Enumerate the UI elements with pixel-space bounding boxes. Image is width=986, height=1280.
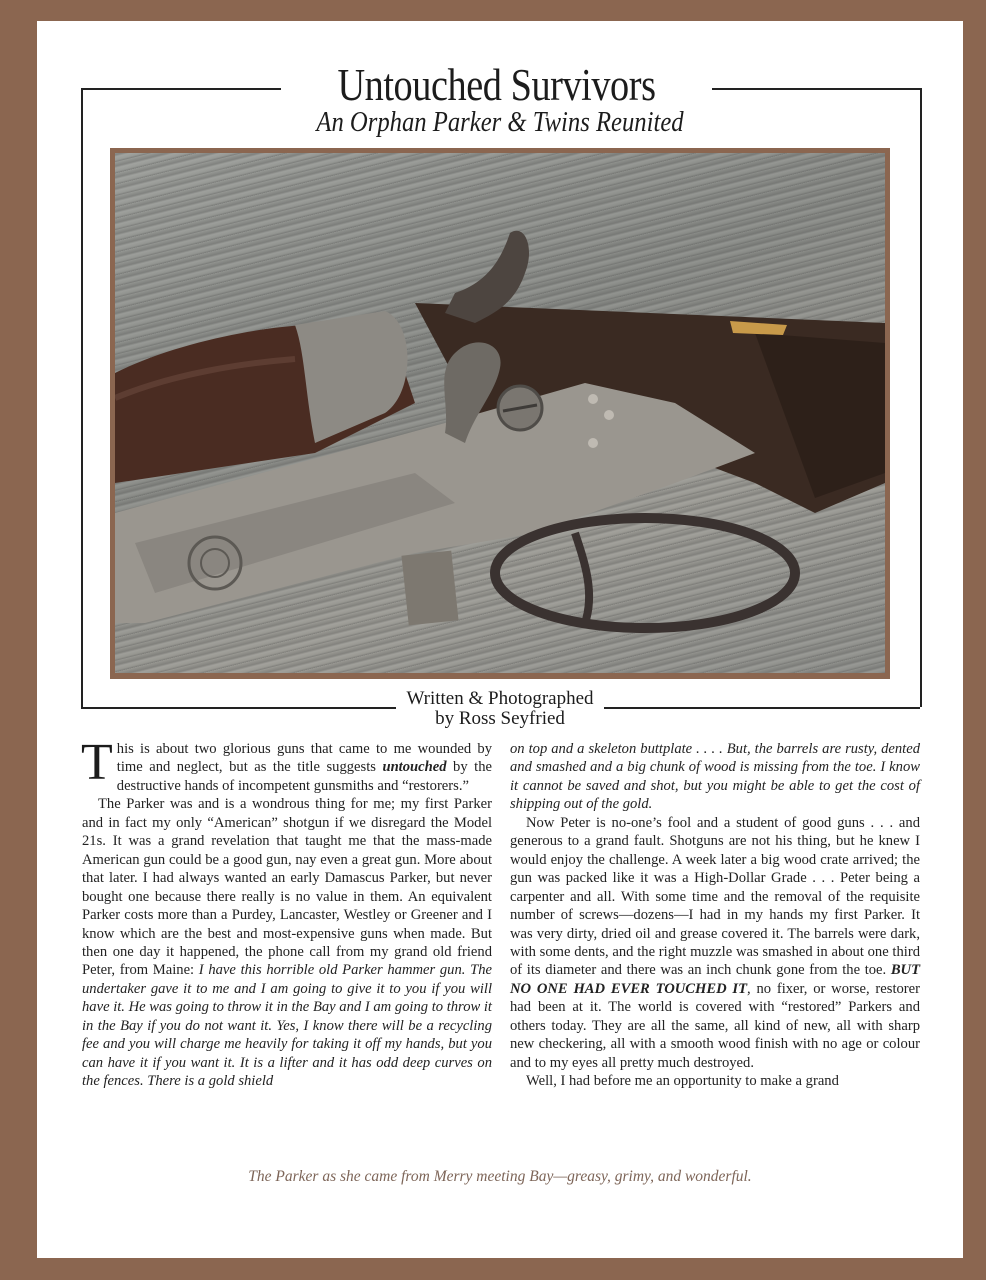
frame-rule-top-left <box>81 88 281 90</box>
shotgun-photo <box>115 153 885 673</box>
frame-rule-bottom-left <box>81 707 396 709</box>
paragraph-opportunity: Well, I had before me an opportunity to make a grand <box>526 1073 839 1090</box>
shotgun-illustration <box>115 153 885 673</box>
frame-rule-bottom-right <box>604 707 920 709</box>
frame-rule-top-right <box>712 88 920 90</box>
byline-author: by Ross Seyfried <box>435 708 565 729</box>
paragraph-parker: The Parker was and is a wondrous thing for me; my first Parker and in fact my only “American” shotgun if we disregard the Model 21s. It was a grand revelation that taught me that the mass-made American gun could be a good gun, nay even a great gun. More about that later. I had always wanted an early Damascus Parker, but never bought one because there really is no value in them. An equivalent Parker costs more than a Purdey, Lancaster, Westley or Greener and I know which are the best and most-expensive guns when made. But then one day it happened, the phone call from my grand old friend Peter, from Maine: I have this horrible old Parker hammer gun. The undertaker gave it to me and I am going to give it to you if you will have it. He was going to throw it in the Bay and I am going to throw it in the Bay if you do not want it. Yes, I know there will be a recycling fee and you will charge me heavily for taking it off my hands, but you can have it if you want it. It is a lifter and it has odd deep curves on the fences. There is a gold shield <box>82 796 492 1090</box>
article-column-left <box>81 734 492 1091</box>
paragraph-quote-continued: on top and a skeleton buttplate . . . . But, the barrels are rusty, dented and smashed and a big chunk of wood is missing from the toe. I know it cannot be saved and shot, but you might be able to get the cost of shipping out of the gold. <box>510 741 920 813</box>
paragraph-peter: Now Peter is no-one’s fool and a student of good guns . . . and generous to a grand fault. Shotguns are not his thing, but he knew I would enjoy the challenge. A week later a big wood crate arrived; the gun was packed like it was a High-Dollar Grade . . . Peter being a carpenter and all. With some time and the removal of the requisite number of screws—dozens—I had in my hands my first Parker. It was very dirty, dried oil and grease covered it. The barrels were dark, with some dents, and the right muzzle was smashed in about one third of its diameter and there was an inch chunk gone from the toe. BUT NO ONE HAD EVER TOUCHED IT, no fixer, or worse, restorer had been at it. The world is covered with “restored” Parkers and others today. They are all the same, all kind of new, all with sharp new checkering, all with a smooth wood finish with no age or colour and to my eyes all pretty much destroyed. <box>510 814 920 1071</box>
photo-caption: The Parker as she came from Merry meeting Bay—greasy, grimy, and wonderful. <box>248 1168 752 1185</box>
article-title: Untouched Survivors <box>337 60 656 110</box>
article-subtitle: An Orphan Parker & Twins Reunited <box>316 106 684 138</box>
paragraph-intro: This is about two glorious guns that came to me wounded by time and neglect, but as the title suggests untouched by the destructive hands of incompetent gunsmiths and “restorers.” <box>81 734 492 794</box>
drop-cap: T <box>81 734 113 791</box>
article-column-right <box>510 740 920 1091</box>
peter-quote: I have this horrible old Parker hammer gun. The undertaker gave it to me and I am going to give it to you if you will have it. He was going to throw it in the Bay and I am going to throw it in the Bay if you do not want it. Yes, I know there will be a recycling fee and you will charge me heavily for taking it off my hands, but you can have it if you want it. It is a lifter and it has odd deep curves on the fences. There is a gold shield <box>82 962 492 1090</box>
byline-written-photographed: Written & Photographed <box>406 688 594 709</box>
